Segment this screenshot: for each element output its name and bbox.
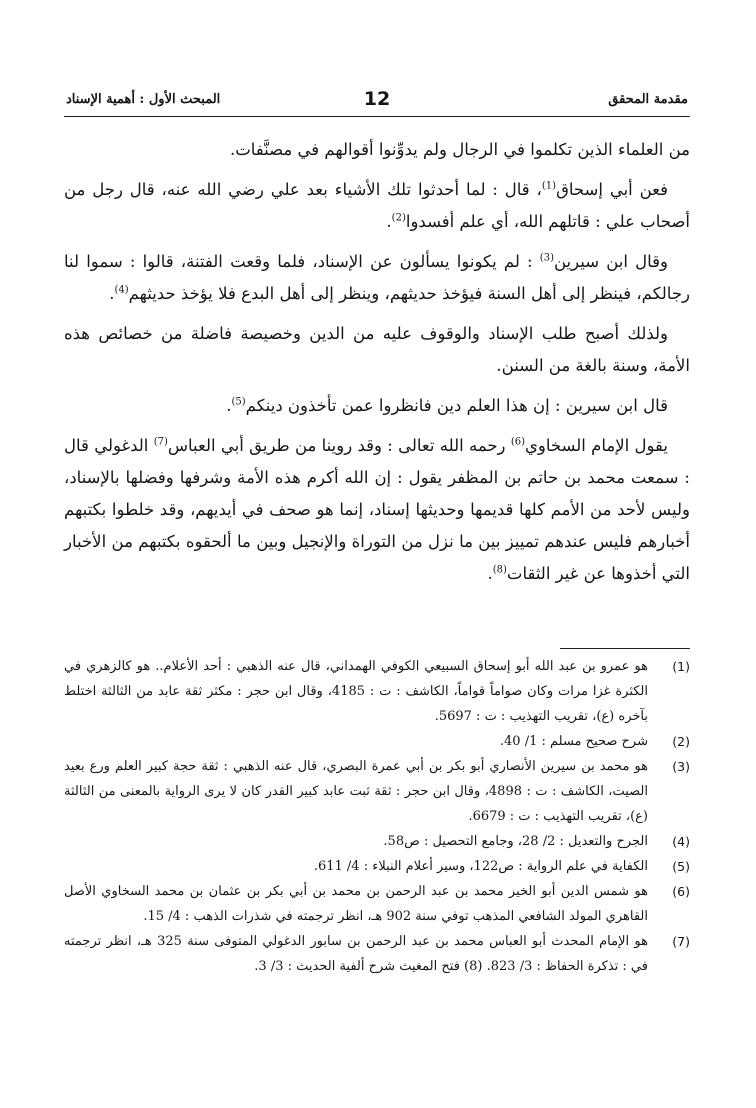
footnote-number: (3): [672, 759, 690, 774]
paragraph: يقول الإمام السخاوي$^{(6)}$ رحمه الله تعالى : وقد روينا من طريق أبي العباس$^{(7)}$ الدغولي قال : سمعت محمد بن حاتم بن المظفر يقول : إن الله أكرم هذه الأمة وشرفها وفضلها بالإسناد، وليس لأحد من الأمم كلها قديمها وحديثها إسناد، إنما هو صحف في أيديهم، وقد خلطوا بكتبهم أخبارهم فليس عندهم تمييز بين ما نزل من التوراة والإنجيل وبين ما ألحقوه بكتبهم من الأخبار التي أخذوها عن غير الثقات$^{(8)}$.: [64, 436, 690, 583]
footnote: [64, 754, 690, 829]
footnote-separator: [560, 648, 690, 649]
footnotes: [64, 654, 690, 979]
footnote: [64, 854, 690, 879]
paragraph: قال ابن سيرين : إن هذا العلم دين فانظروا عمن تأخذون دينكم$^{(5)}$.: [226, 396, 668, 415]
paragraph: فعن أبي إسحاق$^{(1)}$، قال : لما أحدثوا تلك الأشياء بعد علي رضي الله عنه، قال رجل من أصحاب علي : قاتلهم الله، أي علم أفسدوا$^{(2)}$.: [64, 180, 690, 231]
footnote-number: (4): [672, 834, 690, 849]
footnote-ref[interactable]: (5): [231, 396, 246, 408]
footnote-number: (1): [672, 659, 690, 674]
main-text: [64, 134, 690, 598]
footnote-ref[interactable]: (7): [153, 436, 168, 448]
footnote-ref[interactable]: (6): [510, 436, 525, 448]
footnote-text: شرح صحيح مسلم : 1/ 40.: [499, 734, 648, 749]
footnote-text: هو شمس الدين أبو الخير محمد بن عبد الرحمن بن محمد بن أبي بكر بن عثمان بن محمد السخاوي الأصل القاهري المولد الشافعي المذهب توفي سنة 902 هـ، انظر ترجمته في شذرات الذهب : 4/ 15.: [64, 884, 648, 924]
paragraph: ولذلك أصبح طلب الإسناد والوقوف عليه من الدين وخصيصة فاضلة من خصائص هذه الأمة، وسنة بالغة من السنن.: [64, 324, 690, 375]
footnote-text: الجرح والتعديل : 2/ 28، وجامع التحصيل : ص58.: [383, 834, 648, 849]
footnote-ref[interactable]: (1): [541, 180, 557, 192]
footnote-ref[interactable]: (2): [391, 212, 406, 224]
footnote: [64, 729, 690, 754]
footnote-ref[interactable]: (8): [492, 564, 507, 576]
footnote-ref[interactable]: (3): [539, 252, 554, 264]
footnote-number: (6): [672, 884, 690, 899]
footnote-text: هو الإمام المحدث أبو العباس محمد بن عبد الرحمن بن سابور الدغولي المتوفى سنة 325 هـ، انظر ترجمته في : تذكرة الحفاظ : 3/ 823. (8) فتح المغيث شرح ألفية الحديث : 3/ 3.: [64, 934, 648, 974]
paragraph: من العلماء الذين تكلموا في الرجال ولم يدوِّنوا أقوالهم في مصنَّفات.: [229, 140, 690, 159]
header-rule: [64, 116, 690, 117]
footnote: [64, 654, 690, 729]
footnote: [64, 879, 690, 929]
footnote-number: (5): [672, 859, 690, 874]
footnote: [64, 829, 690, 854]
footnote-number: (2): [672, 734, 690, 749]
footnote: [64, 929, 690, 979]
header-book-part: مقدمة المحقق: [608, 92, 688, 107]
footnote-text: هو محمد بن سيرين الأنصاري أبو بكر بن أبي عمرة البصري، قال عنه الذهبي : ثقة حجة كبير العلم ورع بعيد الصيت، الكاشف : ت : 4898، وقال ابن حجر : ثقة ثبت عابد كبير القدر كان لا يرى الرواية بالمعنى من الثالثة (ع)، تقريب التهذيب : ت : 6679.: [64, 759, 648, 824]
footnote-ref[interactable]: (4): [114, 284, 129, 296]
running-header: [64, 88, 690, 112]
footnote-text: هو عمرو بن عبد الله أبو إسحاق السبيعي الكوفي الهمداني، قال عنه الذهبي : أحد الأعلام.. هو كالزهري في الكثرة غزا مرات وكان صواماً قواماً، الكاشف : ت : 4185، وقال ابن حجر : مكثر ثقة عابد من الثالثة اختلط بآخره (ع)، تقريب التهذيب : ت : 5697.: [64, 659, 648, 724]
header-chapter-title: المبحث الأول : أهمية الإسناد: [66, 92, 221, 107]
footnote-text: الكفاية في علم الرواية : ص122، وسير أعلام النبلاء : 4/ 611.: [313, 859, 648, 874]
paragraph: وقال ابن سيرين$^{(3)}$ : لم يكونوا يسألون عن الإسناد، فلما وقعت الفتنة، قالوا : سموا لنا رجالكم، فينظر إلى أهل السنة فيؤخذ حديثهم، وينظر إلى أهل البدع فلا يؤخذ حديثهم$^{(4)}$.: [64, 252, 690, 303]
footnote-number: (7): [672, 934, 690, 949]
page-number: 12: [363, 88, 391, 110]
